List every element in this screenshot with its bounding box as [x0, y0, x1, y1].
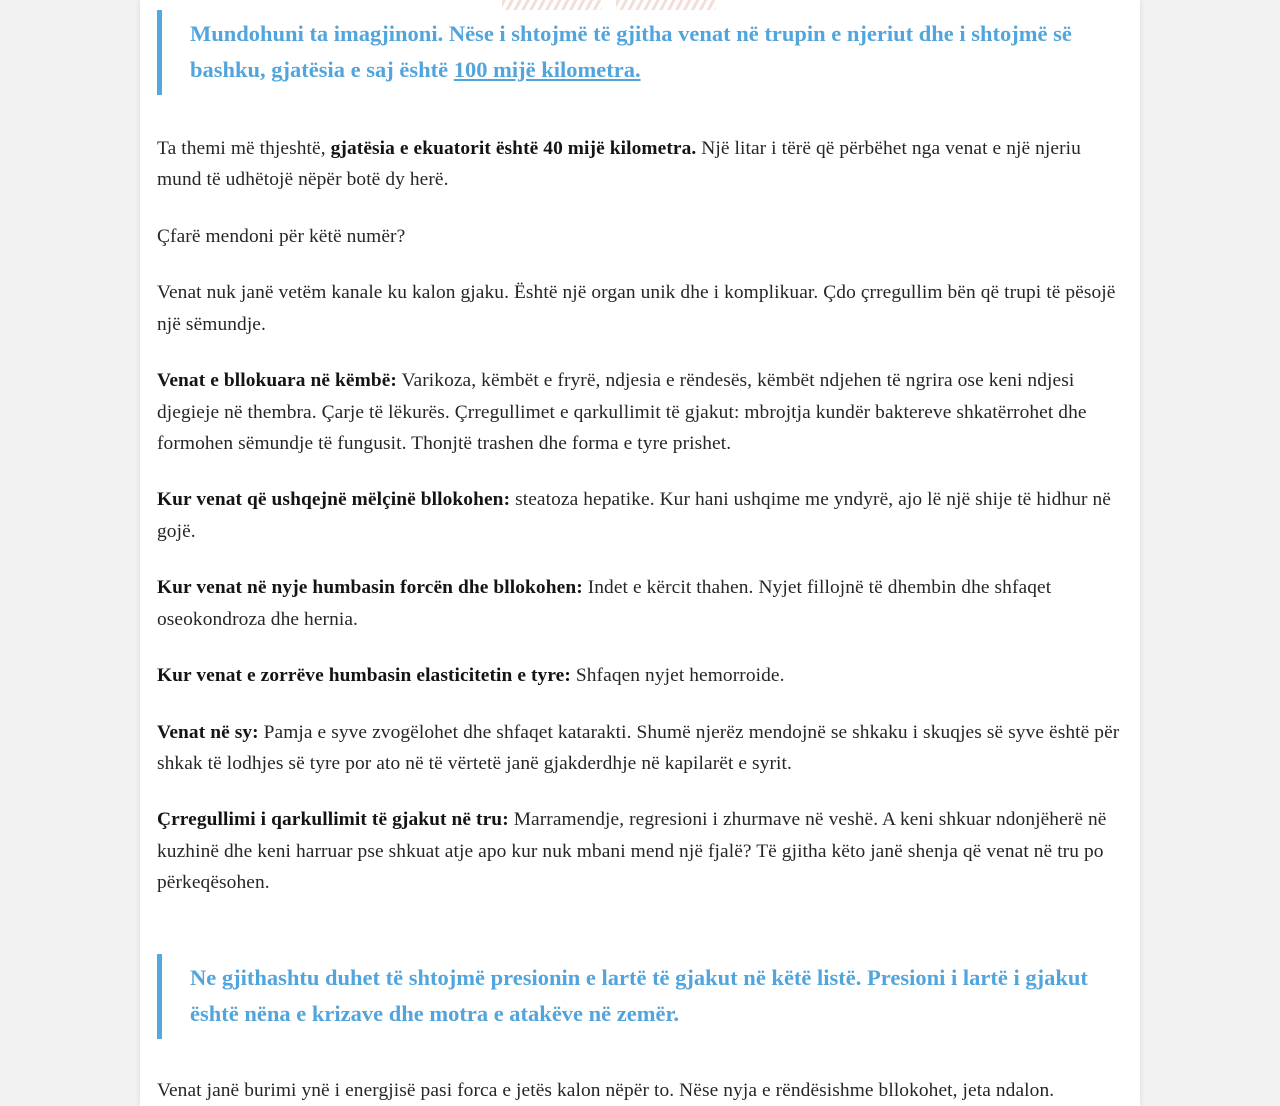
thumbnail-image-right: [616, 0, 716, 10]
paragraph-eyes-text: Pamja e syve zvogëlohet dhe shfaqet katarakti. Shumë njerëz mendojnë se shkaku i skuqjes së syve është për shkak të lodhjes së tyre por ato në të vërtetë janë gjakderdhje në kapilarët e syrit.: [157, 721, 1120, 774]
article-card: [140, 0, 1140, 1106]
paragraph-question: Çfarë mendoni për këtë numër?: [157, 225, 406, 247]
paragraph-equator: [157, 133, 1123, 196]
spacer: [157, 924, 1123, 954]
paragraph-equator-bold: gjatësia e ekuatorit është 40 mijë kilometra.: [330, 137, 697, 159]
paragraph-joints: [157, 572, 1123, 635]
paragraph-joints-text: Indet e kërcit thahen. Nyjet fillojnë të dhembin dhe shfaqet oseokondroza dhe hernia.: [157, 577, 1052, 630]
paragraph-liver-lead: Kur venat që ushqejnë mëlçinë bllokohen:: [157, 489, 511, 511]
paragraph-legs: [157, 365, 1123, 459]
paragraph-veins-organ: Venat nuk janë vetëm kanale ku kalon gjaku. Është një organ unik dhe i komplikuar. Çdo çrregullim bën që trupi të pësojë një sëmundje.: [157, 282, 1116, 335]
pullquote-second: Ne gjithashtu duhet të shtojmë presionin e lartë të gjakut në këtë listë. Presioni i lartë i gjakut është nëna e krizave dhe motra e atakëve në zemër.: [157, 954, 1123, 1039]
paragraph-equator-before: Ta themi më thjeshtë,: [157, 137, 331, 159]
paragraph-eyes: [157, 717, 1123, 780]
pullquote-first-text: Mundohuni ta imagjinoni. Nëse i shtojmë të gjitha venat në trupin e njeriut dhe i shtojmë së bashku, gjatësia e saj është: [190, 21, 1072, 83]
paragraph-legs-lead: Venat e bllokuara në këmbë:: [157, 370, 397, 392]
top-image-strip: [154, 0, 1126, 10]
paragraph-intestines: [157, 660, 1123, 691]
article-body: [157, 10, 1123, 1106]
paragraph-intestines-lead: Kur venat e zorrëve humbasin elasticitetin e tyre:: [157, 665, 571, 687]
spacer: [157, 1039, 1123, 1075]
paragraph-eyes-lead: Venat në sy:: [157, 721, 259, 743]
paragraph-closing: Venat janë burimi ynë i energjisë pasi forca e jetës kalon nëpër to. Nëse nyja e rëndësishme bllokohet, jeta ndalon.: [157, 1079, 1055, 1101]
paragraph-legs-text: Varikoza, këmbët e fryrë, ndjesia e rëndesës, këmbët ndjehen të ngrira ose keni ndjesi djegieje në thembra. Çarje të lëkurës. Çrregullimet e qarkullimit të gjakut: mbrojtja kundër baktereve shkatërrohet dhe formohen sëmundje të fungusit. Thonjtë trashen dhe forma e tyre prishet.: [157, 370, 1087, 454]
paragraph-brain: [157, 804, 1123, 898]
paragraph-equator-after: Një litar i tërë që përbëhet nga venat e një njeriu mund të udhëtojë nëpër botë dy herë.: [157, 137, 1081, 191]
spacer: [157, 95, 1123, 133]
thumbnail-image-left: [502, 0, 602, 10]
paragraph-liver-text: steatoza hepatike. Kur hani ushqime me yndyrë, ajo lë një shije të hidhur në gojë.: [157, 489, 1111, 542]
paragraph-brain-lead: Çrregullimi i qarkullimit të gjakut në tru:: [157, 809, 509, 831]
paragraph-liver: [157, 484, 1123, 547]
paragraph-joints-lead: Kur venat në nyje humbasin forcën dhe bllokohen:: [157, 577, 583, 599]
paragraph-brain-text: Marramendje, regresioni i zhurmave në veshë. A keni shkuar ndonjëherë në kuzhinë dhe keni harruar pse shkuat atje apo kur nuk mbani mend një fjalë? Të gjitha këto janë shenja që venat në tru po përkeqësohen.: [157, 809, 1107, 894]
paragraph-intestines-text: Shfaqen nyjet hemorroide.: [570, 665, 785, 687]
pullquote-first: [157, 10, 1123, 95]
pullquote-first-link[interactable]: 100 mijë kilometra.: [453, 57, 641, 83]
